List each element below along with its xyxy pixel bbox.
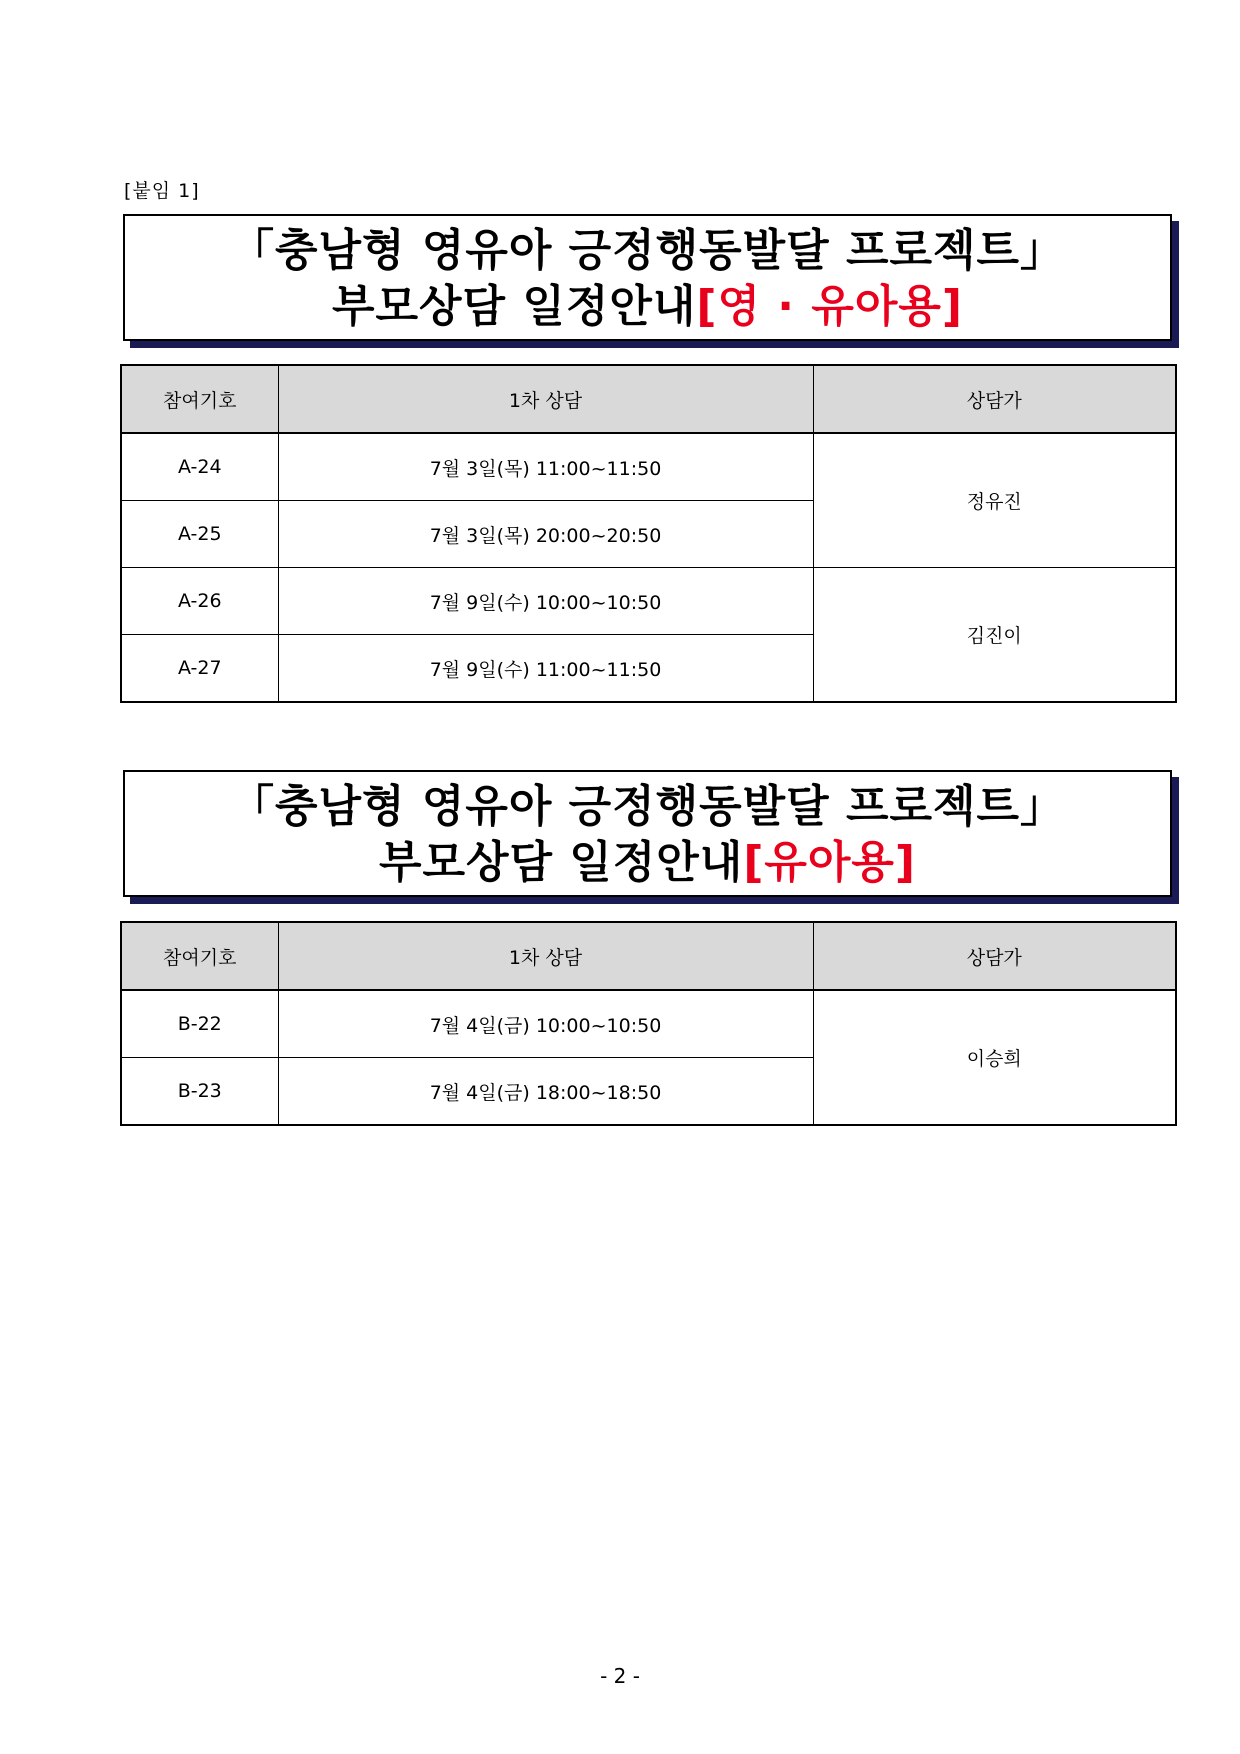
session-time: 7월 4일(금) 18:00~18:50 (278, 1058, 813, 1126)
participant-code: B-22 (121, 990, 278, 1058)
counselor-name: 이승희 (813, 990, 1176, 1125)
section-title-box (123, 770, 1172, 897)
table-row (121, 433, 1176, 501)
participant-code: A-24 (121, 433, 278, 501)
section-title-main: 부모상담 일정안내 (378, 837, 744, 888)
participant-code: A-25 (121, 501, 278, 568)
page-number: - 2 - (600, 1664, 640, 1688)
header-session: 1차 상담 (278, 922, 813, 990)
participant-code: B-23 (121, 1058, 278, 1126)
session-time: 7월 3일(목) 20:00~20:50 (278, 501, 813, 568)
header-counselor: 상담가 (813, 365, 1176, 433)
table-row (121, 990, 1176, 1058)
session-time: 7월 9일(수) 10:00~10:50 (278, 568, 813, 635)
section-title-audience: [영 · 유아용] (696, 281, 963, 332)
participant-code: A-26 (121, 568, 278, 635)
session-time: 7월 3일(목) 11:00~11:50 (278, 433, 813, 501)
section-title-audience: [유아용] (743, 837, 917, 888)
section-title-line1: 「충남형 영유아 긍정행동발달 프로젝트」 (229, 781, 1066, 832)
session-time: 7월 4일(금) 10:00~10:50 (278, 990, 813, 1058)
header-code: 참여기호 (121, 365, 278, 433)
counselor-name: 김진이 (813, 568, 1176, 703)
section-title-line1: 「충남형 영유아 긍정행동발달 프로젝트」 (229, 225, 1066, 276)
section-title-line2 (125, 835, 1170, 891)
header-session: 1차 상담 (278, 365, 813, 433)
table-row (121, 568, 1176, 635)
table-header-row (121, 365, 1176, 433)
counselor-name: 정유진 (813, 433, 1176, 568)
table-header-row (121, 922, 1176, 990)
attachment-label: [붙임 1] (124, 180, 200, 202)
session-time: 7월 9일(수) 11:00~11:50 (278, 635, 813, 703)
participant-code: A-27 (121, 635, 278, 703)
header-code: 참여기호 (121, 922, 278, 990)
section-title-line2 (125, 279, 1170, 335)
section-title-main: 부모상담 일정안내 (332, 281, 697, 332)
header-counselor: 상담가 (813, 922, 1176, 990)
schedule-table (120, 921, 1177, 1126)
schedule-table (120, 364, 1177, 703)
section-title-box (123, 214, 1172, 341)
